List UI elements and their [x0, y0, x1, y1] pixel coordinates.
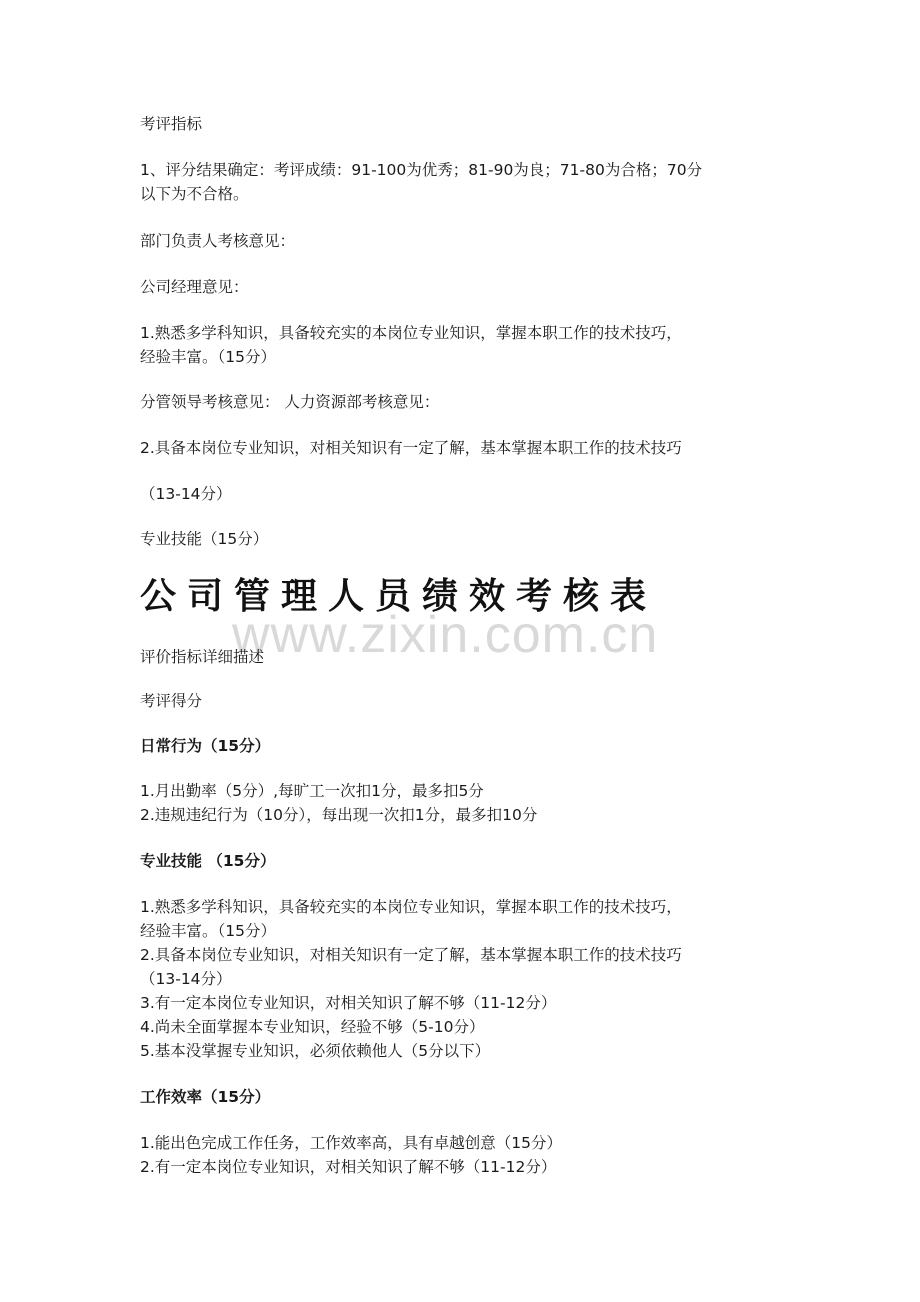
- section-heading-work-efficiency: 工作效率（15分）: [140, 1088, 271, 1106]
- list-item: 1.月出勤率（5分）,每旷工一次扣1分，最多扣5分: [140, 782, 484, 800]
- score-line-2: 以下为不合格。: [140, 185, 249, 203]
- list-item: 1.熟悉多学科知识，具备较充实的本岗位专业知识，掌握本职工作的技术技巧，: [140, 898, 682, 916]
- list-item: 2.有一定本岗位专业知识，对相关知识了解不够（11-12分）: [140, 1158, 557, 1176]
- list-item: 1.能出色完成工作任务，工作效率高，具有卓越创意（15分）: [140, 1134, 563, 1152]
- list-item: 2.违规违纪行为（10分），每出现一次扣1分，最多扣10分: [140, 806, 538, 824]
- paragraph-skill-level-2: 2.具备本岗位专业知识，对相关知识有一定了解，基本掌握本职工作的技术技巧: [140, 439, 682, 457]
- paragraph-evaluation-indicators: 考评指标: [140, 115, 203, 133]
- list-item: 4.尚未全面掌握本专业知识，经验不够（5-10分）: [140, 1018, 485, 1036]
- list-item: 2.具备本岗位专业知识，对相关知识有一定了解，基本掌握本职工作的技术技巧: [140, 946, 682, 964]
- section-list-work-efficiency: [140, 1131, 790, 1179]
- skill-level-1-line-2: 经验丰富。（15分）: [140, 348, 276, 366]
- score-line-1: 1、评分结果确定：考评成绩：91-100为优秀；81-90为良；71-80为合格；70分: [140, 161, 703, 179]
- paragraph-indicator-description: 评价指标详细描述: [140, 648, 265, 666]
- section-heading-daily-behavior: 日常行为（15分）: [140, 737, 271, 755]
- paragraph-dept-head-opinion: 部门负责人考核意见：: [140, 232, 296, 250]
- section-list-daily-behavior: [140, 779, 790, 827]
- paragraph-score-determination: [140, 158, 790, 206]
- section-list-professional-skill: [140, 895, 790, 1063]
- paragraph-skill-level-2-score: （13-14分）: [140, 485, 232, 503]
- section-heading-professional-skill: 专业技能 （15分）: [140, 852, 276, 870]
- list-item: 经验丰富。（15分）: [140, 922, 276, 940]
- paragraph-leader-hr-opinion: 分管领导考核意见： 人力资源部考核意见：: [140, 393, 440, 411]
- paragraph-manager-opinion: 公司经理意见：: [140, 278, 249, 296]
- skill-level-1-line-1: 1.熟悉多学科知识，具备较充实的本岗位专业知识，掌握本职工作的技术技巧，: [140, 324, 682, 342]
- paragraph-skill-level-1: [140, 321, 790, 369]
- paragraph-evaluation-score: 考评得分: [140, 692, 203, 710]
- watermark: www.zixin.com.cn: [232, 606, 659, 664]
- document-title: 公司管理人员绩效考核表: [140, 575, 658, 617]
- list-item: （13-14分）: [140, 970, 232, 988]
- list-item: 3.有一定本岗位专业知识，对相关知识了解不够（11-12分）: [140, 994, 557, 1012]
- list-item: 5.基本没掌握专业知识，必须依赖他人（5分以下）: [140, 1042, 491, 1060]
- paragraph-professional-skill: 专业技能（15分）: [140, 530, 269, 548]
